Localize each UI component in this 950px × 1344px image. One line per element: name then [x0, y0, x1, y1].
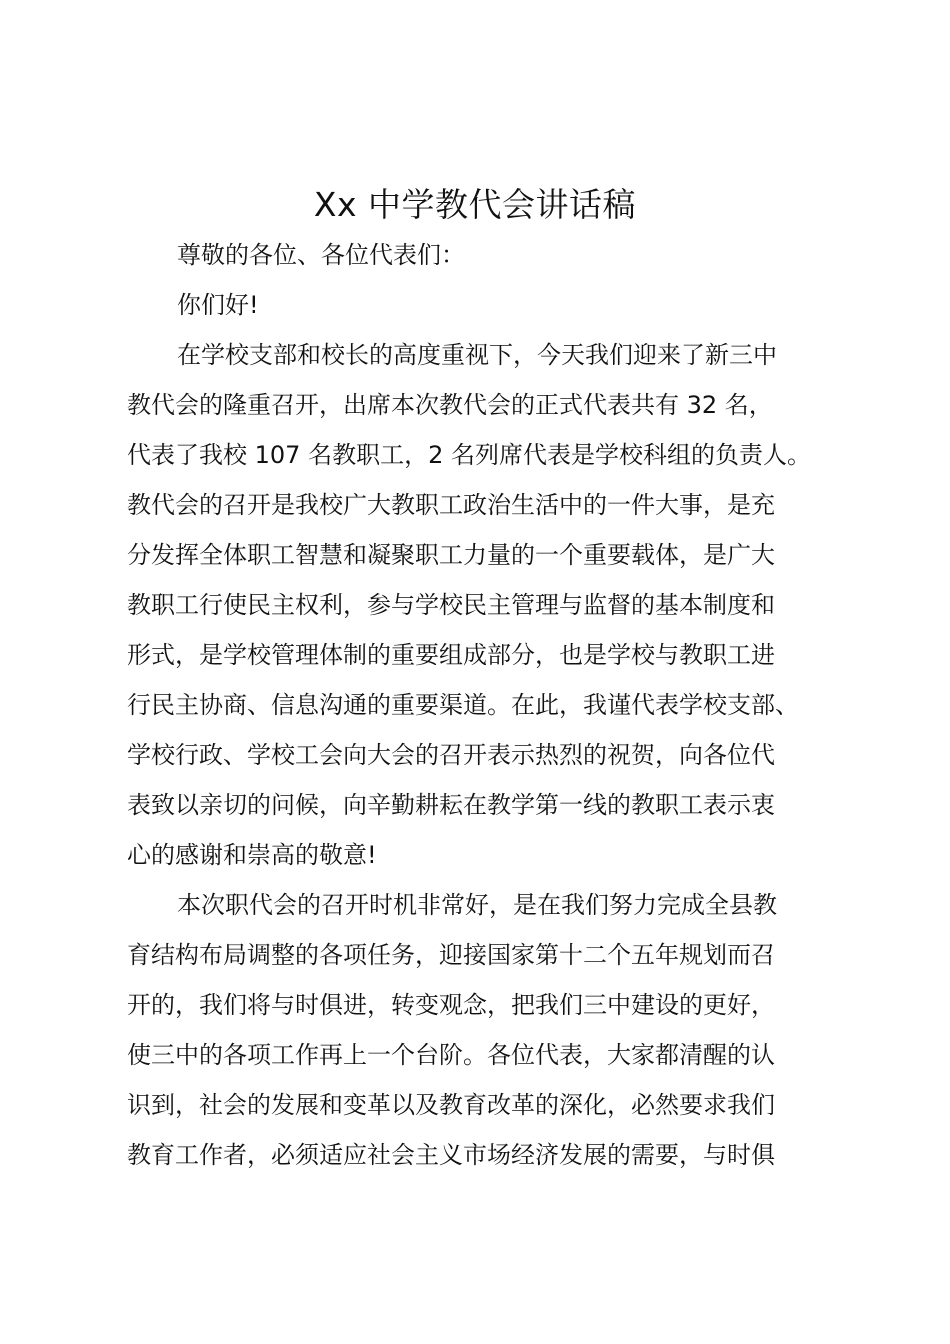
text-line: 开的，我们将与时俱进，转变观念，把我们三中建设的更好， — [127, 991, 775, 1019]
text-line: 尊敬的各位、各位代表们： — [177, 241, 465, 269]
text-line: 形式，是学校管理体制的重要组成部分，也是学校与教职工进 — [127, 641, 775, 669]
text-line: 育结构布局调整的各项任务，迎接国家第十二个五年规划而召 — [127, 941, 775, 969]
document-title: Xx 中学教代会讲话稿 — [313, 185, 637, 224]
text-line: 行民主协商、信息沟通的重要渠道。在此，我谨代表学校支部、 — [127, 691, 799, 719]
document-body — [127, 230, 833, 1180]
text-line: 在学校支部和校长的高度重视下，今天我们迎来了新三中 — [177, 341, 777, 369]
text-line: 分发挥全体职工智慧和凝聚职工力量的一个重要载体，是广大 — [127, 541, 775, 569]
text-line: 教代会的隆重召开，出席本次教代会的正式代表共有 32 名， — [127, 391, 773, 419]
text-line: 代表了我校 107 名教职工，2 名列席代表是学校科组的负责人。 — [127, 441, 811, 469]
text-line: 心的感谢和崇高的敬意! — [127, 841, 377, 869]
text-line: 教代会的召开是我校广大教职工政治生活中的一件大事，是充 — [127, 491, 775, 519]
text-line: 本次职代会的召开时机非常好，是在我们努力完成全县教 — [177, 891, 777, 919]
text-line: 识到，社会的发展和变革以及教育改革的深化，必然要求我们 — [127, 1091, 775, 1119]
text-line: 你们好! — [177, 291, 259, 319]
text-line: 教育工作者，必须适应社会主义市场经济发展的需要，与时俱 — [127, 1141, 775, 1169]
text-line: 表致以亲切的问候，向辛勤耕耘在教学第一线的教职工表示衷 — [127, 791, 775, 819]
text-line: 教职工行使民主权利，参与学校民主管理与监督的基本制度和 — [127, 591, 775, 619]
text-line: 学校行政、学校工会向大会的召开表示热烈的祝贺，向各位代 — [127, 741, 775, 769]
text-line: 使三中的各项工作再上一个台阶。各位代表，大家都清醒的认 — [127, 1041, 775, 1069]
